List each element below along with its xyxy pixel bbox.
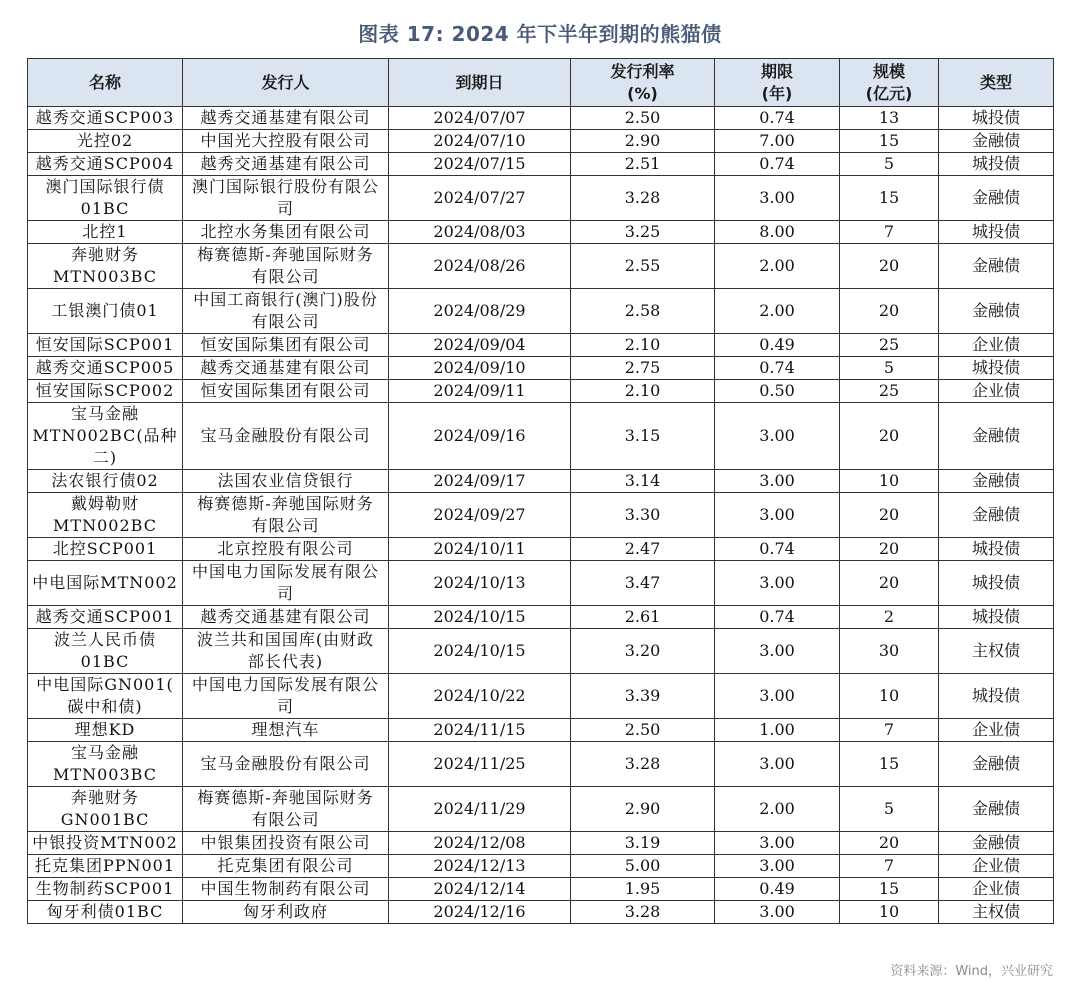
cell-size: 20	[840, 244, 939, 289]
cell-name: 北控1	[28, 221, 183, 244]
cell-issuer: 中国生物制药有限公司	[183, 878, 389, 901]
cell-size: 25	[840, 380, 939, 403]
source-note: 资料来源：Wind，兴业研究	[890, 964, 1053, 979]
table-row	[28, 878, 1054, 901]
cell-issuer: 中国电力国际发展有限公 司	[183, 561, 389, 606]
panda-bond-table	[27, 58, 1054, 924]
cell-name: 工银澳门债01	[28, 289, 183, 334]
cell-name: 匈牙利债01BC	[28, 901, 183, 924]
table-row	[28, 855, 1054, 878]
cell-maturity: 2024/09/04	[389, 334, 571, 357]
cell-rate: 1.95	[571, 878, 715, 901]
cell-size: 10	[840, 470, 939, 493]
cell-size: 20	[840, 832, 939, 855]
cell-rate: 3.14	[571, 470, 715, 493]
cell-name: 澳门国际银行债 01BC	[28, 176, 183, 221]
table-row	[28, 176, 1054, 221]
cell-type: 城投债	[939, 107, 1054, 130]
cell-rate: 2.50	[571, 107, 715, 130]
cell-type: 金融债	[939, 470, 1054, 493]
table-row	[28, 629, 1054, 674]
cell-size: 5	[840, 787, 939, 832]
cell-type: 金融债	[939, 176, 1054, 221]
table-row	[28, 901, 1054, 924]
cell-name: 生物制药SCP001	[28, 878, 183, 901]
cell-name: 宝马金融 MTN002BC(品种 二)	[28, 403, 183, 470]
cell-name: 宝马金融 MTN003BC	[28, 742, 183, 787]
cell-issuer: 理想汽车	[183, 719, 389, 742]
cell-type: 城投债	[939, 606, 1054, 629]
cell-term: 2.00	[715, 289, 840, 334]
table-row	[28, 334, 1054, 357]
cell-rate: 3.28	[571, 742, 715, 787]
cell-size: 15	[840, 130, 939, 153]
cell-type: 城投债	[939, 674, 1054, 719]
cell-rate: 2.10	[571, 380, 715, 403]
cell-type: 主权债	[939, 901, 1054, 924]
cell-type: 金融债	[939, 493, 1054, 538]
cell-rate: 5.00	[571, 855, 715, 878]
table-row	[28, 561, 1054, 606]
cell-term: 2.00	[715, 244, 840, 289]
cell-term: 3.00	[715, 493, 840, 538]
cell-maturity: 2024/12/14	[389, 878, 571, 901]
cell-size: 5	[840, 153, 939, 176]
cell-term: 2.00	[715, 787, 840, 832]
cell-rate: 2.10	[571, 334, 715, 357]
cell-type: 金融债	[939, 403, 1054, 470]
cell-size: 20	[840, 493, 939, 538]
cell-rate: 2.51	[571, 153, 715, 176]
cell-size: 20	[840, 403, 939, 470]
cell-size: 15	[840, 742, 939, 787]
cell-term: 3.00	[715, 470, 840, 493]
cell-maturity: 2024/07/07	[389, 107, 571, 130]
cell-size: 15	[840, 878, 939, 901]
cell-type: 金融债	[939, 289, 1054, 334]
cell-type: 企业债	[939, 380, 1054, 403]
cell-issuer: 梅赛德斯-奔驰国际财务 有限公司	[183, 493, 389, 538]
cell-term: 0.74	[715, 606, 840, 629]
cell-type: 企业债	[939, 855, 1054, 878]
table-row	[28, 470, 1054, 493]
cell-term: 1.00	[715, 719, 840, 742]
cell-term: 0.50	[715, 380, 840, 403]
cell-term: 7.00	[715, 130, 840, 153]
cell-size: 13	[840, 107, 939, 130]
cell-issuer: 梅赛德斯-奔驰国际财务 有限公司	[183, 787, 389, 832]
cell-maturity: 2024/09/10	[389, 357, 571, 380]
cell-maturity: 2024/11/25	[389, 742, 571, 787]
cell-size: 20	[840, 561, 939, 606]
table-row	[28, 403, 1054, 470]
cell-size: 10	[840, 674, 939, 719]
cell-term: 0.49	[715, 878, 840, 901]
cell-type: 城投债	[939, 153, 1054, 176]
cell-issuer: 中国工商银行(澳门)股份 有限公司	[183, 289, 389, 334]
header-term: 期限 (年)	[715, 59, 840, 107]
cell-issuer: 澳门国际银行股份有限公 司	[183, 176, 389, 221]
header-issuer: 发行人	[183, 59, 389, 107]
cell-issuer: 越秀交通基建有限公司	[183, 107, 389, 130]
cell-size: 20	[840, 289, 939, 334]
cell-issuer: 托克集团有限公司	[183, 855, 389, 878]
table-row	[28, 606, 1054, 629]
cell-rate: 2.90	[571, 787, 715, 832]
table-body	[28, 107, 1054, 924]
cell-issuer: 匈牙利政府	[183, 901, 389, 924]
cell-rate: 3.39	[571, 674, 715, 719]
cell-issuer: 北控水务集团有限公司	[183, 221, 389, 244]
cell-type: 金融债	[939, 130, 1054, 153]
header-row	[28, 59, 1054, 107]
cell-type: 金融债	[939, 244, 1054, 289]
cell-maturity: 2024/08/03	[389, 221, 571, 244]
header-rate: 发行利率 (%)	[571, 59, 715, 107]
cell-name: 奔驰财务 GN001BC	[28, 787, 183, 832]
cell-type: 金融债	[939, 832, 1054, 855]
header-name: 名称	[28, 59, 183, 107]
cell-name: 北控SCP001	[28, 538, 183, 561]
cell-rate: 3.15	[571, 403, 715, 470]
cell-type: 城投债	[939, 561, 1054, 606]
cell-rate: 2.61	[571, 606, 715, 629]
cell-rate: 3.28	[571, 901, 715, 924]
table-row	[28, 107, 1054, 130]
cell-issuer: 波兰共和国国库(由财政 部长代表)	[183, 629, 389, 674]
table-row	[28, 832, 1054, 855]
table-row	[28, 787, 1054, 832]
table-row	[28, 719, 1054, 742]
cell-size: 7	[840, 221, 939, 244]
cell-issuer: 法国农业信贷银行	[183, 470, 389, 493]
cell-maturity: 2024/08/29	[389, 289, 571, 334]
cell-term: 0.74	[715, 107, 840, 130]
cell-term: 8.00	[715, 221, 840, 244]
table-row	[28, 493, 1054, 538]
cell-term: 3.00	[715, 674, 840, 719]
cell-type: 城投债	[939, 221, 1054, 244]
table-row	[28, 244, 1054, 289]
cell-rate: 3.20	[571, 629, 715, 674]
cell-maturity: 2024/10/22	[389, 674, 571, 719]
cell-issuer: 越秀交通基建有限公司	[183, 606, 389, 629]
cell-maturity: 2024/07/27	[389, 176, 571, 221]
cell-size: 2	[840, 606, 939, 629]
header-type: 类型	[939, 59, 1054, 107]
cell-term: 3.00	[715, 629, 840, 674]
cell-name: 越秀交通SCP004	[28, 153, 183, 176]
cell-name: 越秀交通SCP001	[28, 606, 183, 629]
cell-maturity: 2024/10/15	[389, 606, 571, 629]
cell-name: 中电国际MTN002	[28, 561, 183, 606]
table-row	[28, 380, 1054, 403]
cell-rate: 3.47	[571, 561, 715, 606]
cell-type: 主权债	[939, 629, 1054, 674]
cell-maturity: 2024/10/13	[389, 561, 571, 606]
cell-rate: 2.75	[571, 357, 715, 380]
table-title: 图表 17: 2024 年下半年到期的熊猫债	[358, 22, 722, 46]
cell-type: 金融债	[939, 742, 1054, 787]
cell-maturity: 2024/12/08	[389, 832, 571, 855]
cell-term: 3.00	[715, 742, 840, 787]
cell-maturity: 2024/10/15	[389, 629, 571, 674]
cell-name: 托克集团PPN001	[28, 855, 183, 878]
cell-name: 奔驰财务 MTN003BC	[28, 244, 183, 289]
cell-issuer: 北京控股有限公司	[183, 538, 389, 561]
header-maturity: 到期日	[389, 59, 571, 107]
cell-size: 25	[840, 334, 939, 357]
cell-size: 7	[840, 855, 939, 878]
cell-name: 恒安国际SCP002	[28, 380, 183, 403]
cell-maturity: 2024/09/16	[389, 403, 571, 470]
cell-type: 金融债	[939, 787, 1054, 832]
cell-issuer: 宝马金融股份有限公司	[183, 403, 389, 470]
header-size: 规模 (亿元)	[840, 59, 939, 107]
cell-term: 0.74	[715, 538, 840, 561]
cell-size: 5	[840, 357, 939, 380]
cell-issuer: 中银集团投资有限公司	[183, 832, 389, 855]
cell-size: 30	[840, 629, 939, 674]
cell-maturity: 2024/07/15	[389, 153, 571, 176]
cell-term: 3.00	[715, 403, 840, 470]
cell-rate: 3.19	[571, 832, 715, 855]
cell-type: 城投债	[939, 357, 1054, 380]
cell-name: 法农银行债02	[28, 470, 183, 493]
cell-rate: 2.55	[571, 244, 715, 289]
table-row	[28, 130, 1054, 153]
cell-issuer: 中国电力国际发展有限公 司	[183, 674, 389, 719]
cell-type: 企业债	[939, 334, 1054, 357]
cell-name: 光控02	[28, 130, 183, 153]
cell-rate: 2.90	[571, 130, 715, 153]
cell-name: 理想KD	[28, 719, 183, 742]
cell-term: 3.00	[715, 855, 840, 878]
cell-rate: 2.58	[571, 289, 715, 334]
cell-name: 恒安国际SCP001	[28, 334, 183, 357]
cell-size: 15	[840, 176, 939, 221]
cell-term: 3.00	[715, 561, 840, 606]
cell-rate: 3.28	[571, 176, 715, 221]
cell-maturity: 2024/12/16	[389, 901, 571, 924]
cell-term: 3.00	[715, 832, 840, 855]
cell-term: 3.00	[715, 901, 840, 924]
table-row	[28, 357, 1054, 380]
cell-maturity: 2024/12/13	[389, 855, 571, 878]
cell-issuer: 中国光大控股有限公司	[183, 130, 389, 153]
cell-issuer: 宝马金融股份有限公司	[183, 742, 389, 787]
cell-size: 20	[840, 538, 939, 561]
cell-maturity: 2024/11/15	[389, 719, 571, 742]
cell-maturity: 2024/09/11	[389, 380, 571, 403]
cell-term: 0.49	[715, 334, 840, 357]
cell-type: 企业债	[939, 878, 1054, 901]
table-row	[28, 289, 1054, 334]
cell-size: 10	[840, 901, 939, 924]
cell-type: 企业债	[939, 719, 1054, 742]
cell-maturity: 2024/08/26	[389, 244, 571, 289]
cell-issuer: 恒安国际集团有限公司	[183, 380, 389, 403]
cell-maturity: 2024/09/17	[389, 470, 571, 493]
cell-term: 3.00	[715, 176, 840, 221]
cell-maturity: 2024/11/29	[389, 787, 571, 832]
cell-issuer: 越秀交通基建有限公司	[183, 153, 389, 176]
cell-name: 中银投资MTN002	[28, 832, 183, 855]
cell-size: 7	[840, 719, 939, 742]
cell-issuer: 恒安国际集团有限公司	[183, 334, 389, 357]
cell-name: 波兰人民币债 01BC	[28, 629, 183, 674]
cell-term: 0.74	[715, 153, 840, 176]
cell-issuer: 梅赛德斯-奔驰国际财务 有限公司	[183, 244, 389, 289]
cell-maturity: 2024/10/11	[389, 538, 571, 561]
table-row	[28, 538, 1054, 561]
cell-issuer: 越秀交通基建有限公司	[183, 357, 389, 380]
table-row	[28, 742, 1054, 787]
cell-rate: 3.30	[571, 493, 715, 538]
table-row	[28, 153, 1054, 176]
cell-name: 越秀交通SCP003	[28, 107, 183, 130]
cell-type: 城投债	[939, 538, 1054, 561]
cell-maturity: 2024/09/27	[389, 493, 571, 538]
cell-maturity: 2024/07/10	[389, 130, 571, 153]
cell-rate: 3.25	[571, 221, 715, 244]
cell-term: 0.74	[715, 357, 840, 380]
table-row	[28, 221, 1054, 244]
cell-name: 戴姆勒财 MTN002BC	[28, 493, 183, 538]
cell-rate: 2.50	[571, 719, 715, 742]
cell-name: 越秀交通SCP005	[28, 357, 183, 380]
cell-rate: 2.47	[571, 538, 715, 561]
table-row	[28, 674, 1054, 719]
cell-name: 中电国际GN001( 碳中和债)	[28, 674, 183, 719]
